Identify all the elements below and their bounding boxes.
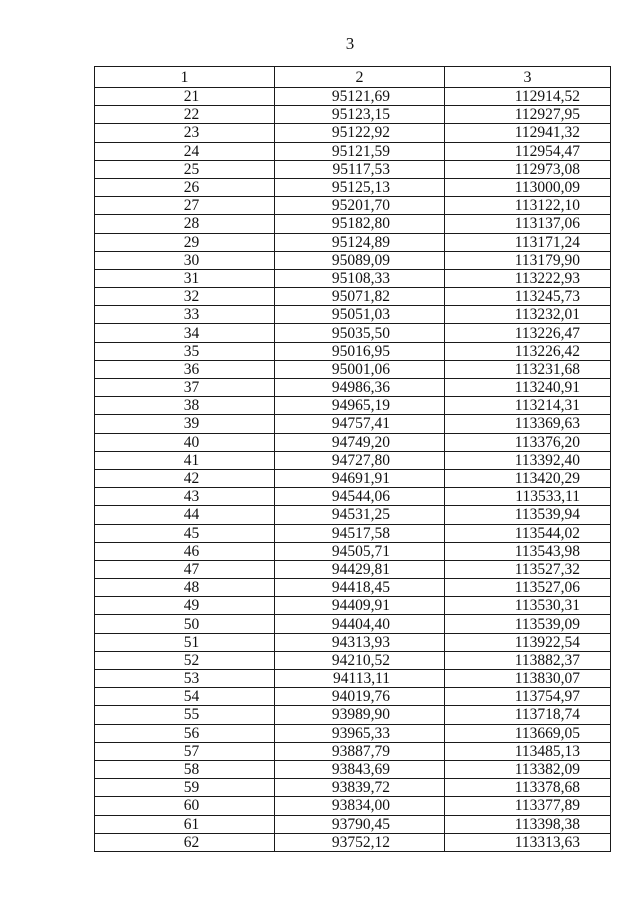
x-coordinate-cell: 94313,93 <box>275 633 445 651</box>
point-number-cell: 50 <box>95 615 275 633</box>
x-coordinate-cell: 93834,00 <box>275 797 445 815</box>
point-number-cell: 55 <box>95 706 275 724</box>
y-coordinate-cell: 113922,54 <box>445 633 611 651</box>
x-coordinate-cell: 94409,91 <box>275 597 445 615</box>
x-coordinate-cell: 95125,13 <box>275 178 445 196</box>
point-number-cell: 34 <box>95 324 275 342</box>
table-row <box>95 469 611 487</box>
y-coordinate-cell: 113398,38 <box>445 815 611 833</box>
x-coordinate-cell: 93790,45 <box>275 815 445 833</box>
table-row <box>95 688 611 706</box>
x-coordinate-cell: 95122,92 <box>275 124 445 142</box>
y-coordinate-cell: 113392,40 <box>445 451 611 469</box>
table-row <box>95 651 611 669</box>
table-header <box>95 67 611 88</box>
y-coordinate-cell: 113544,02 <box>445 524 611 542</box>
point-number-cell: 47 <box>95 560 275 578</box>
point-number-cell: 24 <box>95 142 275 160</box>
x-coordinate-cell: 95035,50 <box>275 324 445 342</box>
table-row <box>95 360 611 378</box>
y-coordinate-cell: 113179,90 <box>445 251 611 269</box>
x-coordinate-cell: 94749,20 <box>275 433 445 451</box>
x-coordinate-cell: 94965,19 <box>275 397 445 415</box>
x-coordinate-cell: 94418,45 <box>275 579 445 597</box>
y-coordinate-cell: 113377,89 <box>445 797 611 815</box>
x-coordinate-cell: 94517,58 <box>275 524 445 542</box>
x-coordinate-cell: 93839,72 <box>275 779 445 797</box>
x-coordinate-cell: 94691,91 <box>275 469 445 487</box>
y-coordinate-cell: 113226,47 <box>445 324 611 342</box>
point-number-cell: 46 <box>95 542 275 560</box>
table-row <box>95 288 611 306</box>
x-coordinate-cell: 95108,33 <box>275 269 445 287</box>
table-row <box>95 579 611 597</box>
y-coordinate-cell: 113240,91 <box>445 379 611 397</box>
x-coordinate-cell: 95001,06 <box>275 360 445 378</box>
y-coordinate-cell: 113539,09 <box>445 615 611 633</box>
point-number-cell: 27 <box>95 197 275 215</box>
x-coordinate-cell: 95089,09 <box>275 251 445 269</box>
point-number-cell: 41 <box>95 451 275 469</box>
point-number-cell: 32 <box>95 288 275 306</box>
point-number-cell: 21 <box>95 88 275 106</box>
x-coordinate-cell: 94404,40 <box>275 615 445 633</box>
y-coordinate-cell: 113754,97 <box>445 688 611 706</box>
x-coordinate-cell: 94429,81 <box>275 560 445 578</box>
y-coordinate-cell: 113171,24 <box>445 233 611 251</box>
table-row <box>95 197 611 215</box>
table-row <box>95 724 611 742</box>
y-coordinate-cell: 113000,09 <box>445 178 611 196</box>
y-coordinate-cell: 113539,94 <box>445 506 611 524</box>
x-coordinate-cell: 94727,80 <box>275 451 445 469</box>
page-number: 3 <box>345 34 355 53</box>
y-coordinate-cell: 113530,31 <box>445 597 611 615</box>
x-coordinate-cell: 95121,59 <box>275 142 445 160</box>
table-row <box>95 178 611 196</box>
point-number-cell: 48 <box>95 579 275 597</box>
table-row <box>95 815 611 833</box>
table-row <box>95 251 611 269</box>
point-number-cell: 42 <box>95 469 275 487</box>
table-row <box>95 142 611 160</box>
x-coordinate-cell: 94544,06 <box>275 488 445 506</box>
table-row <box>95 760 611 778</box>
point-number-cell: 53 <box>95 670 275 688</box>
y-coordinate-cell: 113420,29 <box>445 469 611 487</box>
point-number-cell: 49 <box>95 597 275 615</box>
table-row <box>95 233 611 251</box>
point-number-cell: 37 <box>95 379 275 397</box>
x-coordinate-cell: 95201,70 <box>275 197 445 215</box>
coordinates-table-container <box>94 66 610 852</box>
y-coordinate-cell: 113830,07 <box>445 670 611 688</box>
table-header-row <box>95 67 611 88</box>
point-number-cell: 22 <box>95 106 275 124</box>
y-coordinate-cell: 113669,05 <box>445 724 611 742</box>
table-body <box>95 88 611 852</box>
x-coordinate-cell: 94757,41 <box>275 415 445 433</box>
column-header-1: 1 <box>95 67 275 88</box>
y-coordinate-cell: 113369,63 <box>445 415 611 433</box>
x-coordinate-cell: 95117,53 <box>275 160 445 178</box>
table-row <box>95 160 611 178</box>
point-number-cell: 38 <box>95 397 275 415</box>
x-coordinate-cell: 94210,52 <box>275 651 445 669</box>
table-row <box>95 124 611 142</box>
table-row <box>95 324 611 342</box>
table-row <box>95 706 611 724</box>
point-number-cell: 60 <box>95 797 275 815</box>
y-coordinate-cell: 113313,63 <box>445 833 611 851</box>
point-number-cell: 36 <box>95 360 275 378</box>
table-row <box>95 415 611 433</box>
table-row <box>95 451 611 469</box>
point-number-cell: 57 <box>95 742 275 760</box>
table-row <box>95 742 611 760</box>
point-number-cell: 33 <box>95 306 275 324</box>
table-row <box>95 488 611 506</box>
x-coordinate-cell: 94019,76 <box>275 688 445 706</box>
point-number-cell: 35 <box>95 342 275 360</box>
x-coordinate-cell: 95182,80 <box>275 215 445 233</box>
table-row <box>95 560 611 578</box>
x-coordinate-cell: 93843,69 <box>275 760 445 778</box>
y-coordinate-cell: 113543,98 <box>445 542 611 560</box>
y-coordinate-cell: 113222,93 <box>445 269 611 287</box>
y-coordinate-cell: 113214,31 <box>445 397 611 415</box>
point-number-cell: 39 <box>95 415 275 433</box>
point-number-cell: 25 <box>95 160 275 178</box>
point-number-cell: 30 <box>95 251 275 269</box>
x-coordinate-cell: 94113,11 <box>275 670 445 688</box>
table-row <box>95 542 611 560</box>
y-coordinate-cell: 113527,06 <box>445 579 611 597</box>
point-number-cell: 40 <box>95 433 275 451</box>
y-coordinate-cell: 113137,06 <box>445 215 611 233</box>
point-number-cell: 43 <box>95 488 275 506</box>
x-coordinate-cell: 94986,36 <box>275 379 445 397</box>
point-number-cell: 61 <box>95 815 275 833</box>
table-row <box>95 397 611 415</box>
point-number-cell: 23 <box>95 124 275 142</box>
table-row <box>95 306 611 324</box>
point-number-cell: 26 <box>95 178 275 196</box>
x-coordinate-cell: 93965,33 <box>275 724 445 742</box>
table-row <box>95 524 611 542</box>
y-coordinate-cell: 113533,11 <box>445 488 611 506</box>
y-coordinate-cell: 112914,52 <box>445 88 611 106</box>
point-number-cell: 45 <box>95 524 275 542</box>
table-row <box>95 215 611 233</box>
table-row <box>95 269 611 287</box>
point-number-cell: 52 <box>95 651 275 669</box>
table-row <box>95 615 611 633</box>
point-number-cell: 62 <box>95 833 275 851</box>
y-coordinate-cell: 113376,20 <box>445 433 611 451</box>
y-coordinate-cell: 113882,37 <box>445 651 611 669</box>
point-number-cell: 59 <box>95 779 275 797</box>
column-header-2: 2 <box>275 67 445 88</box>
y-coordinate-cell: 113232,01 <box>445 306 611 324</box>
table-row <box>95 779 611 797</box>
x-coordinate-cell: 94531,25 <box>275 506 445 524</box>
table-row <box>95 106 611 124</box>
x-coordinate-cell: 95016,95 <box>275 342 445 360</box>
y-coordinate-cell: 113382,09 <box>445 760 611 778</box>
column-header-3: 3 <box>445 67 611 88</box>
table-row <box>95 433 611 451</box>
table-row <box>95 342 611 360</box>
point-number-cell: 28 <box>95 215 275 233</box>
y-coordinate-cell: 112927,95 <box>445 106 611 124</box>
point-number-cell: 44 <box>95 506 275 524</box>
point-number-cell: 54 <box>95 688 275 706</box>
y-coordinate-cell: 113718,74 <box>445 706 611 724</box>
x-coordinate-cell: 94505,71 <box>275 542 445 560</box>
table-row <box>95 797 611 815</box>
y-coordinate-cell: 113122,10 <box>445 197 611 215</box>
x-coordinate-cell: 93887,79 <box>275 742 445 760</box>
point-number-cell: 58 <box>95 760 275 778</box>
x-coordinate-cell: 93752,12 <box>275 833 445 851</box>
x-coordinate-cell: 93989,90 <box>275 706 445 724</box>
x-coordinate-cell: 95121,69 <box>275 88 445 106</box>
y-coordinate-cell: 113527,32 <box>445 560 611 578</box>
table-row <box>95 597 611 615</box>
x-coordinate-cell: 95124,89 <box>275 233 445 251</box>
coordinates-table <box>94 66 611 852</box>
y-coordinate-cell: 112941,32 <box>445 124 611 142</box>
x-coordinate-cell: 95123,15 <box>275 106 445 124</box>
x-coordinate-cell: 95071,82 <box>275 288 445 306</box>
table-row <box>95 88 611 106</box>
table-row <box>95 379 611 397</box>
point-number-cell: 29 <box>95 233 275 251</box>
y-coordinate-cell: 113245,73 <box>445 288 611 306</box>
point-number-cell: 51 <box>95 633 275 651</box>
y-coordinate-cell: 113485,13 <box>445 742 611 760</box>
point-number-cell: 56 <box>95 724 275 742</box>
table-row <box>95 833 611 851</box>
x-coordinate-cell: 95051,03 <box>275 306 445 324</box>
y-coordinate-cell: 113378,68 <box>445 779 611 797</box>
table-row <box>95 506 611 524</box>
y-coordinate-cell: 112954,47 <box>445 142 611 160</box>
y-coordinate-cell: 113231,68 <box>445 360 611 378</box>
y-coordinate-cell: 112973,08 <box>445 160 611 178</box>
table-row <box>95 633 611 651</box>
point-number-cell: 31 <box>95 269 275 287</box>
table-row <box>95 670 611 688</box>
y-coordinate-cell: 113226,42 <box>445 342 611 360</box>
